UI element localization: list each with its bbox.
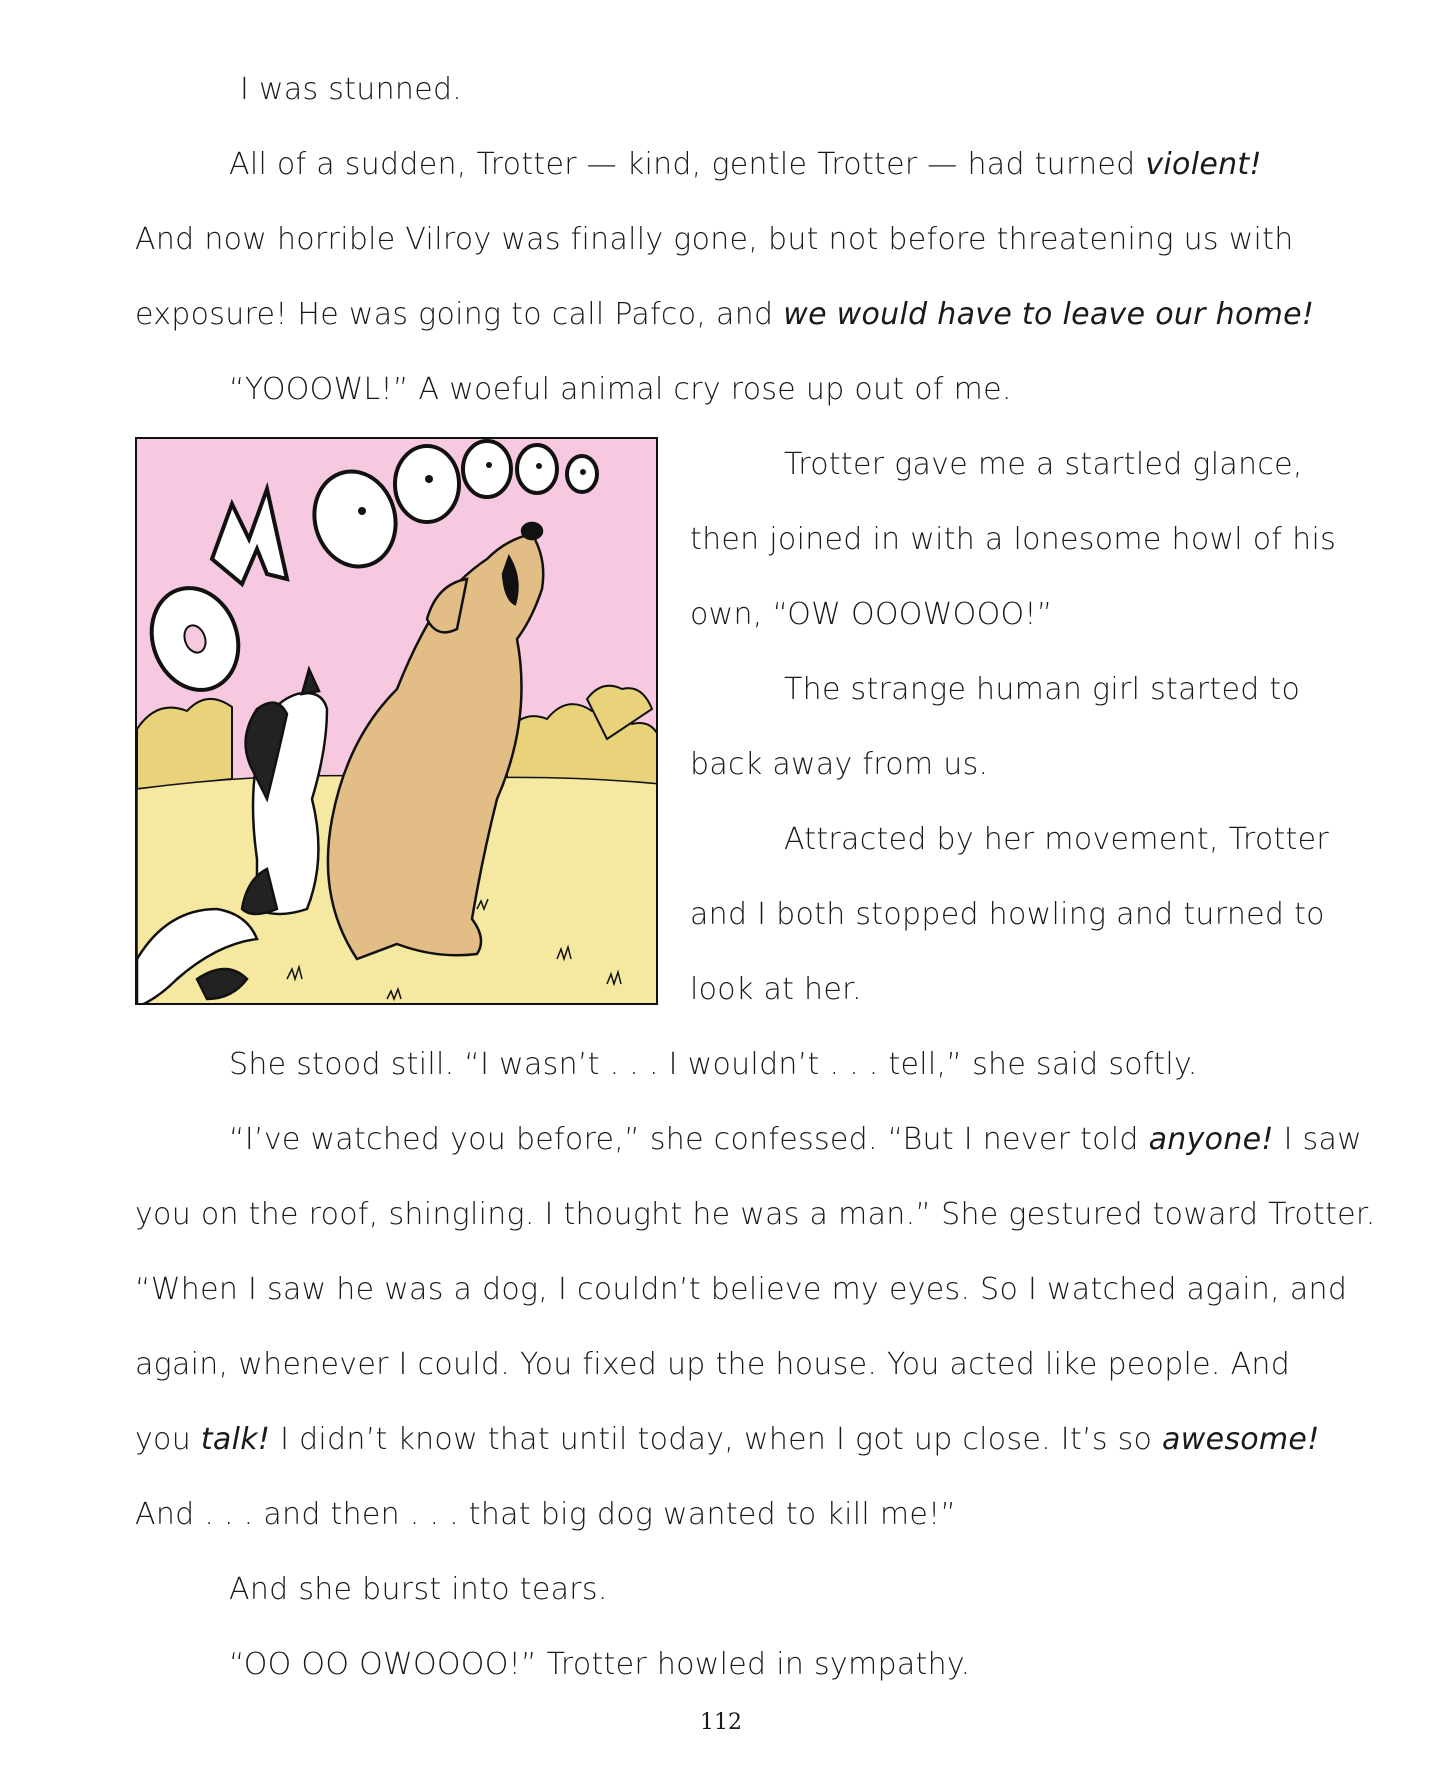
text-line: back away from us. — [690, 747, 989, 782]
text-line: I was stunned. — [240, 72, 463, 107]
text-line: “I’ve watched you before,” she confessed. “But I never told anyone! I saw — [229, 1122, 1363, 1157]
text-line: you on the roof, shingling. I thought he was a man.” She gestured toward Trotter. — [135, 1197, 1376, 1232]
text-line: Attracted by her movement, Trotter — [784, 822, 1329, 857]
text-line: And she burst into tears. — [229, 1572, 608, 1607]
text-line: All of a sudden, Trotter — kind, gentle Trotter — had turned violent! — [229, 147, 1262, 182]
text-line: She stood still. “I wasn’t . . . I wouldn’t . . . tell,” she said softly. — [229, 1047, 1198, 1082]
text-line: look at her. — [690, 972, 862, 1007]
page-number: 112 — [700, 1710, 742, 1735]
text-line: And now horrible Vilroy was finally gone, but not before threatening us with — [135, 222, 1294, 257]
howling-dog-and-cat-illustration — [135, 437, 658, 1005]
text-line: own, “OW OOOWOOO!” — [690, 597, 1053, 632]
text-line: And . . . and then . . . that big dog wanted to kill me!” — [135, 1497, 957, 1532]
text-line: exposure! He was going to call Pafco, and we would have to leave our home! — [135, 297, 1315, 332]
text-line: Trotter gave me a startled glance, — [784, 447, 1303, 482]
text-line: “When I saw he was a dog, I couldn’t believe my eyes. So I watched again, and — [135, 1272, 1348, 1307]
text-line: “OO OO OWOOOO!” Trotter howled in sympathy. — [229, 1647, 971, 1682]
text-line: The strange human girl started to — [784, 672, 1301, 707]
text-line: and I both stopped howling and turned to — [690, 897, 1325, 932]
text-line: “YOOOWL!” A woeful animal cry rose up out of me. — [229, 372, 1012, 407]
text-line: then joined in with a lonesome howl of his — [690, 522, 1337, 557]
text-line: again, whenever I could. You fixed up the house. You acted like people. And — [135, 1347, 1291, 1382]
text-line: you talk! I didn’t know that until today, when I got up close. It’s so awesome! — [135, 1422, 1320, 1457]
